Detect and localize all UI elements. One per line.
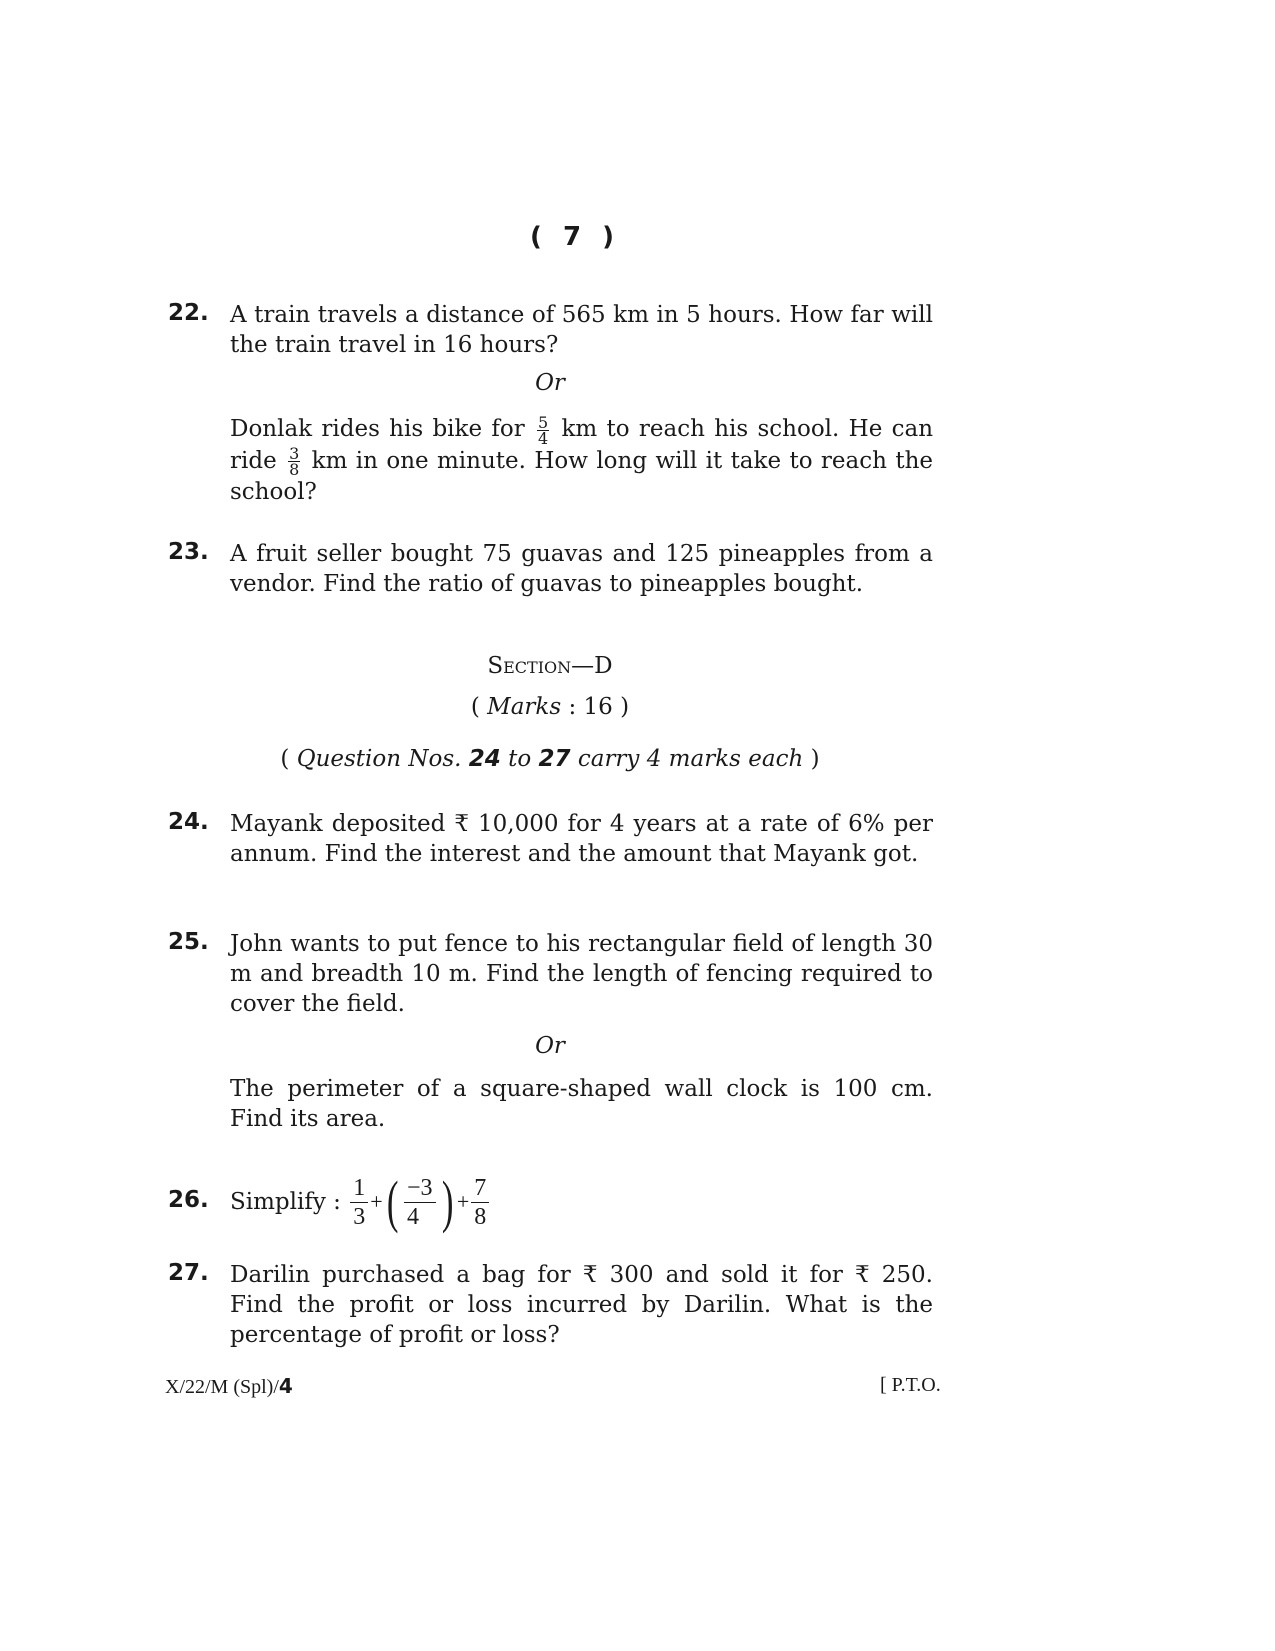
or-separator: Or xyxy=(535,1033,565,1059)
question-24 xyxy=(168,809,933,869)
question-text: Mayank deposited ₹ 10,000 for 4 years at a rate of 6% per annum. Find the interest and the amount that Mayank got. xyxy=(230,811,933,867)
note-text: Question Nos. xyxy=(296,746,462,772)
open-parenthesis: ( xyxy=(386,1169,399,1234)
fraction-numerator: 3 xyxy=(289,444,300,463)
marks-open: ( xyxy=(470,694,480,720)
question-number: 22. xyxy=(168,300,209,326)
question-27 xyxy=(168,1260,933,1350)
plus-sign: + xyxy=(456,1189,470,1214)
simplify-label: Simplify : xyxy=(230,1189,341,1215)
or-separator: Or xyxy=(535,370,565,396)
fraction xyxy=(288,446,300,477)
question-number: 26. xyxy=(168,1187,209,1213)
note-number: 27 xyxy=(538,746,571,772)
fraction-denominator: 8 xyxy=(474,1203,487,1230)
alt-text-part: km to reach his school. He can ride xyxy=(230,416,934,474)
fraction xyxy=(404,1174,436,1231)
section-marks xyxy=(0,694,1100,720)
question-number: 25. xyxy=(168,929,209,955)
question-25-alternative: The perimeter of a square-shaped wall clock is 100 cm. Find its area. xyxy=(230,1076,933,1132)
question-number: 27. xyxy=(168,1260,209,1286)
fraction xyxy=(350,1174,368,1231)
footer-pto: [ P.T.O. xyxy=(880,1374,941,1396)
note-text: to xyxy=(508,746,532,772)
question-text: John wants to put fence to his rectangular field of length 30 m and breadth 10 m. Find the length of fencing required to cover the field. xyxy=(230,931,933,1017)
footer-code-text: X/22/M (Spl)/ xyxy=(165,1376,279,1398)
question-text: A train travels a distance of 565 km in 5 hours. How far will the train travel in 16 hours? xyxy=(230,302,933,358)
footer-code-bold: 4 xyxy=(278,1374,293,1398)
footer-code xyxy=(165,1374,293,1399)
alt-text-part: Donlak rides his bike for xyxy=(230,416,525,442)
alt-text-part: km in one minute. How long will it take to reach the school? xyxy=(230,447,933,505)
fraction-numerator: 5 xyxy=(538,412,549,432)
question-22-alternative xyxy=(230,414,933,507)
question-number: 24. xyxy=(168,809,209,835)
question-text: Darilin purchased a bag for ₹ 300 and sold it for ₹ 250. Find the profit or loss incurred by Darilin. What is the percentage of profit or loss? xyxy=(230,1262,933,1348)
section-note xyxy=(0,746,1100,772)
fraction-numerator: 7 xyxy=(471,1174,489,1203)
marks-label: Marks xyxy=(487,694,562,720)
note-number: 24 xyxy=(468,746,501,772)
question-expression xyxy=(230,1169,933,1234)
page-number: ( 7 ) xyxy=(530,222,620,252)
note-close: ) xyxy=(810,746,820,772)
question-text: A fruit seller bought 75 guavas and 125 pineapples from a vendor. Find the ratio of guavas to pineapples bought. xyxy=(230,541,933,597)
note-text: carry 4 marks each xyxy=(577,746,804,772)
fraction-denominator: 4 xyxy=(538,428,549,448)
section-title: Section—D xyxy=(487,653,613,679)
fraction-denominator: 8 xyxy=(289,460,300,479)
plus-sign: + xyxy=(370,1189,383,1214)
fraction-numerator: 1 xyxy=(350,1174,368,1203)
fraction-numerator: −3 xyxy=(404,1174,436,1203)
question-23 xyxy=(168,539,933,599)
question-25 xyxy=(168,929,933,1019)
note-open: ( xyxy=(280,746,290,772)
question-22 xyxy=(168,300,933,360)
fraction-denominator: 4 xyxy=(407,1203,419,1230)
marks-value: : 16 ) xyxy=(568,694,630,720)
question-number: 23. xyxy=(168,539,209,565)
close-parenthesis: ) xyxy=(441,1169,454,1234)
question-26 xyxy=(168,1169,933,1234)
fraction xyxy=(537,412,549,448)
fraction-denominator: 3 xyxy=(353,1203,366,1230)
fraction xyxy=(471,1174,489,1231)
